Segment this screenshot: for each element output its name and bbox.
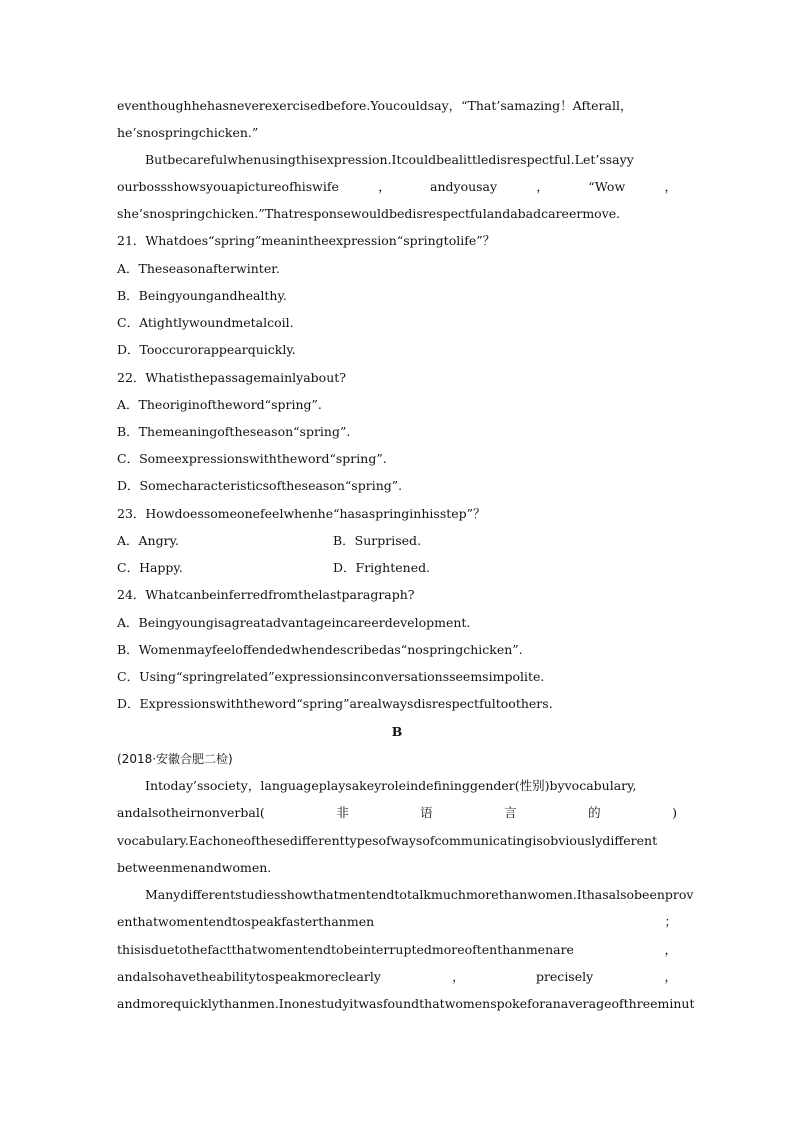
text-segment: enthatwomentendtospeakfasterthanmen	[117, 914, 375, 929]
text-segment: ，	[664, 179, 677, 194]
option-c: C．Atightlywoundmetalcoil.	[117, 315, 294, 330]
text-segment: andalsohavetheabilitytospeakmoreclearly	[117, 969, 381, 984]
text-segment: 非	[336, 805, 349, 820]
text-segment: andyousay	[430, 179, 498, 194]
option-c: C．Happy.	[117, 560, 183, 575]
passage-line-justified	[117, 969, 677, 985]
option-a: A．Theoriginoftheword“spring”.	[117, 397, 322, 412]
text-segment: ，	[664, 969, 677, 984]
source-note: (2018·安徽合肥二检)	[117, 752, 233, 766]
section-heading: B	[391, 724, 403, 739]
passage-line: Butbecarefulwhenusingthisexpression.Itcouldbealittledisrespectful.Let’ssayy	[145, 152, 634, 167]
passage-line: she’snospringchicken.”Thatresponsewouldbedisrespectfulandabadcareermove.	[117, 206, 621, 221]
text-segment: precisely	[535, 969, 594, 984]
passage-line: betweenmenandwomen.	[117, 860, 272, 875]
passage-line: eventhoughhehasneverexercisedbefore.Youcouldsay，“That’samazing！Afterall，	[117, 98, 633, 113]
option-d: D．Somecharacteristicsoftheseason“spring”.	[117, 478, 403, 493]
option-c: C．Someexpressionswiththeword“spring”.	[117, 451, 387, 466]
option-d: D．Frightened.	[333, 560, 431, 575]
passage-line: andmorequicklythanmen.Inonestudyitwasfoundthatwomenspokeforanaverageofthreeminut	[117, 996, 695, 1011]
option-b: B．Womenmayfeeloffendedwhendescribedas“nospringchicken”.	[117, 642, 523, 657]
text-segment: thisisduetothefactthatwomentendtobeinterruptedmoreoftenthanmenare	[117, 942, 574, 957]
option-d: D．Tooccurorappearquickly.	[117, 342, 296, 357]
option-c: C．Using“springrelated”expressionsinconversationsseemsimpolite.	[117, 669, 545, 684]
text-segment: ，	[378, 179, 391, 194]
text-segment: ourbossshowsyouapictureofhiswife	[117, 179, 339, 194]
text-segment: 的	[588, 805, 601, 820]
text-segment: 语	[420, 805, 433, 820]
passage-line-justified	[117, 914, 677, 930]
passage-line-justified	[117, 942, 677, 958]
option-a: A．Theseasonafterwinter.	[117, 261, 280, 276]
option-d: D．Expressionswiththeword“spring”arealwaysdisrespectfultoothers.	[117, 696, 553, 711]
text-segment: )	[672, 805, 677, 820]
passage-line: Manydifferentstudiesshowthatmentendtotalkmuchmorethanwomen.Ithasalsobeenprov	[145, 887, 694, 902]
text-segment: ，	[536, 179, 549, 194]
text-segment: 言	[504, 805, 517, 820]
question-stem: 23．Howdoessomeonefeelwhenhe“hasaspringinhisstep”？	[117, 506, 486, 521]
text-segment: andalsotheirnonverbal(	[117, 805, 265, 820]
text-segment: ，	[664, 942, 677, 957]
option-a: A．Angry.	[117, 533, 179, 548]
option-b: B．Beingyoungandhealthy.	[117, 288, 287, 303]
passage-line: Intoday’ssociety，languageplaysakeyroleindefininggender(性别)byvocabulary,	[145, 778, 637, 793]
passage-line: he’snospringchicken.”	[117, 125, 259, 140]
question-stem: 22．Whatisthepassagemainlyabout?	[117, 370, 346, 385]
passage-line-justified	[117, 179, 677, 195]
passage-line-justified	[117, 805, 677, 821]
option-b: B．Themeaningoftheseason“spring”.	[117, 424, 351, 439]
question-stem: 24．Whatcanbeinferredfromthelastparagraph?	[117, 587, 415, 602]
option-a: A．Beingyoungisagreatadvantageincareerdevelopment.	[117, 615, 471, 630]
text-segment: “Wow	[588, 179, 626, 194]
text-segment: ；	[664, 914, 677, 929]
question-stem: 21．Whatdoes“spring”meanintheexpression“springtolife”？	[117, 233, 496, 248]
option-b: B．Surprised.	[333, 533, 422, 548]
passage-line: vocabulary.Eachoneofthesedifferenttypesofwaysofcommunicatingisobviouslydifferent	[117, 833, 658, 848]
text-segment: ，	[452, 969, 465, 984]
